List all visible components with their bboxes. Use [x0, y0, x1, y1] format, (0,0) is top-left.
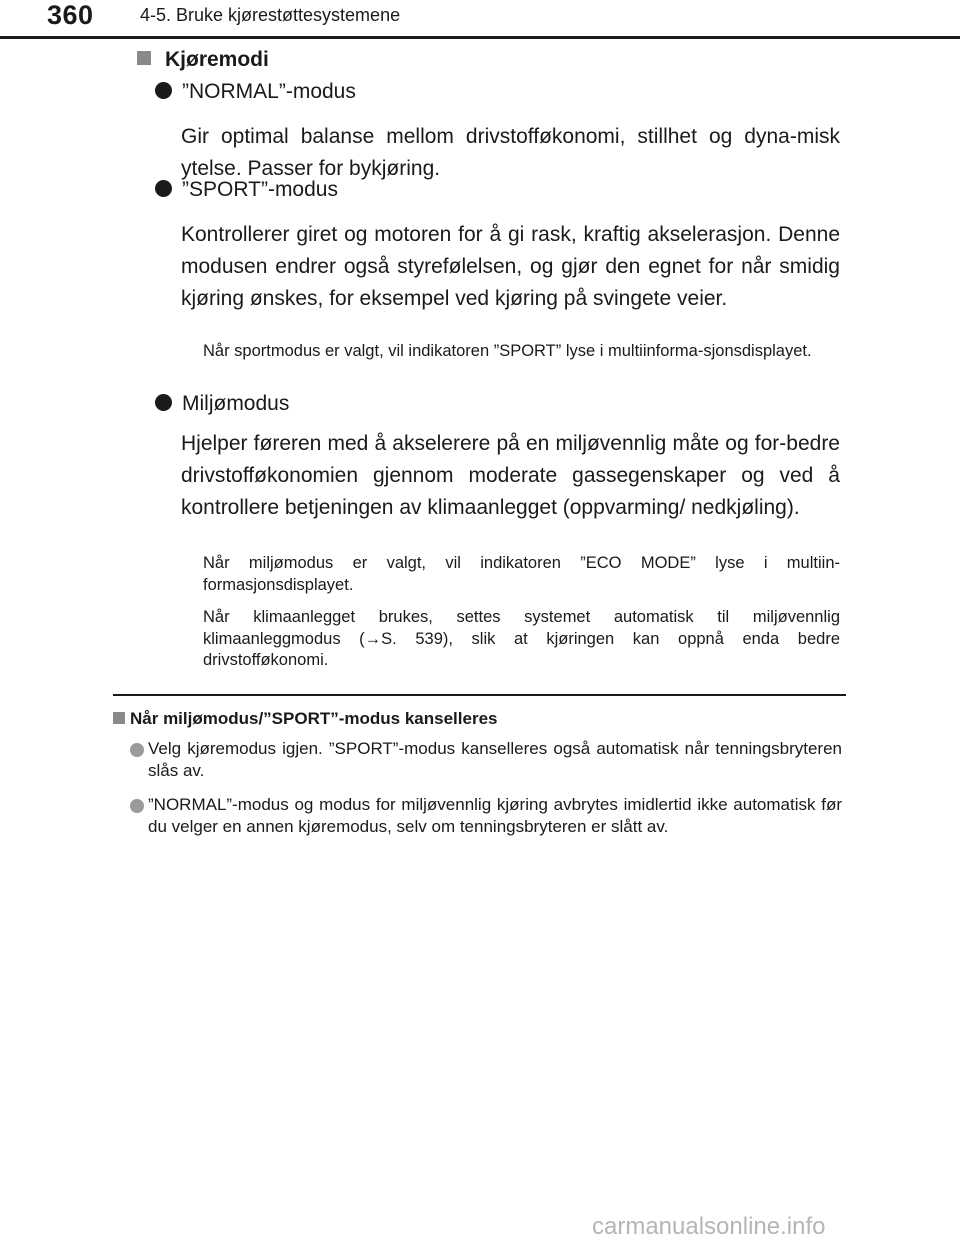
subsection-heading — [113, 709, 497, 729]
watermark: carmanualsonline.info — [592, 1213, 826, 1240]
header-rule — [0, 36, 960, 39]
mode-description-normal: Gir optimal balanse mellom drivstofføkonomi, stillhet og dyna-misk ytelse. Passer for bykjøring. — [181, 125, 840, 180]
bullet-icon — [155, 82, 172, 99]
bullet-icon — [130, 799, 144, 813]
mode-title-text: Miljømodus — [182, 392, 290, 415]
square-bullet-icon — [137, 51, 151, 65]
mode-title-eco — [155, 392, 289, 416]
section-title: 4-5. Bruke kjørestøttesystemene — [140, 5, 401, 25]
mode-title-text: ”NORMAL”-modus — [182, 80, 356, 103]
mode-title-sport — [155, 178, 338, 202]
page-number: 360 — [47, 0, 94, 30]
mode-title-text: ”SPORT”-modus — [182, 178, 338, 201]
mode-title-normal — [155, 80, 356, 104]
section-heading — [137, 48, 269, 72]
bullet-icon — [130, 743, 144, 757]
list-item — [131, 794, 842, 838]
bullet-icon — [155, 394, 172, 411]
bullet-icon — [155, 180, 172, 197]
page-header — [0, 0, 960, 40]
list-item — [131, 738, 842, 782]
list-item-text: ”NORMAL”-modus og modus for miljøvennlig kjøring avbrytes imidlertid ikke automatisk før du velger en annen kjøremodus, selv om tenningsbryteren er slått av. — [148, 795, 842, 836]
note-eco-climate: Når klimaanlegget brukes, settes systemet automatisk til miljøvennlig klimaanleggmodus (→S. 539), slik at kjøringen kan oppnå enda bedre drivstofføkonomi. — [203, 608, 840, 669]
section-divider — [113, 694, 846, 696]
square-bullet-icon — [113, 712, 125, 724]
note-sport: Når sportmodus er valgt, vil indikatoren ”SPORT” lyse i multiinforma-sjonsdisplayet. — [203, 342, 812, 360]
subsection-heading-text: Når miljømodus/”SPORT”-modus kanselleres — [130, 709, 498, 728]
mode-description-sport: Kontrollerer giret og motoren for å gi rask, kraftig akselerasjon. Denne modusen endrer også styrefølelsen, og gjør den egnet for når smidig kjøring ønskes, for eksempel ved kjøring på svingete veier. — [181, 223, 840, 310]
mode-description-eco: Hjelper føreren med å akselerere på en miljøvennlig måte og for-bedre drivstofføkonomien gjennom moderate gassegenskaper og ved å kontrollere betjeningen av klimaanlegget (oppvarming/ nedkjøling). — [181, 432, 840, 519]
section-heading-text: Kjøremodi — [165, 48, 269, 71]
note-eco-indicator: Når miljømodus er valgt, vil indikatoren ”ECO MODE” lyse i multiin-formasjonsdisplayet. — [203, 554, 840, 594]
list-item-text: Velg kjøremodus igjen. ”SPORT”-modus kanselleres også automatisk når tenningsbryteren slås av. — [148, 739, 842, 780]
